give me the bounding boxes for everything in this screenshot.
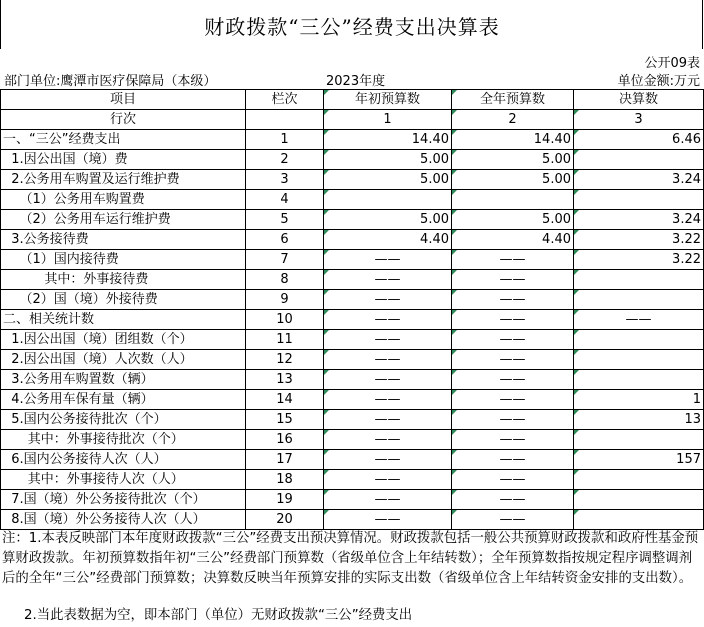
row-final: 3.22 xyxy=(574,250,704,270)
department-label: 部门单位:鹰潭市医疗保障局（本级） xyxy=(4,74,217,89)
row-budget-full: —— xyxy=(452,270,574,290)
header-budget-full: 全年预算数 xyxy=(452,90,574,110)
row-budget-initial: —— xyxy=(324,270,452,290)
row-budget-full: —— xyxy=(452,410,574,430)
row-final xyxy=(574,190,704,210)
row-budget-initial xyxy=(324,190,452,210)
table-row xyxy=(1,230,704,250)
row-item: 1.因公出国（境）团组数（个） xyxy=(1,330,246,350)
row-budget-full: —— xyxy=(452,250,574,270)
table-row xyxy=(1,490,704,510)
header-item: 项目 xyxy=(1,90,246,110)
row-budget-initial: 5.00 xyxy=(324,150,452,170)
header-final: 决算数 xyxy=(574,90,704,110)
table-row xyxy=(1,150,704,170)
table-row xyxy=(1,250,704,270)
table-row xyxy=(1,410,704,430)
row-budget-full: —— xyxy=(452,390,574,410)
column-index-row xyxy=(1,110,704,130)
row-line-no: 12 xyxy=(246,350,324,370)
row-final xyxy=(574,350,704,370)
row-final xyxy=(574,370,704,390)
row-item: 2.公务用车购置及运行维护费 xyxy=(1,170,246,190)
table-row xyxy=(1,450,704,470)
row-budget-full: —— xyxy=(452,290,574,310)
row-item: 二、相关统计数 xyxy=(1,310,246,330)
row-budget-full: —— xyxy=(452,350,574,370)
column-index-1: 1 xyxy=(324,110,452,130)
row-line-no: 19 xyxy=(246,490,324,510)
row-item: （1）国内接待费 xyxy=(1,250,246,270)
table-row xyxy=(1,270,704,290)
row-line-no: 11 xyxy=(246,330,324,350)
row-item: 3.公务用车购置数（辆） xyxy=(1,370,246,390)
row-item: 6.国内公务接待人次（人） xyxy=(1,450,246,470)
row-final: 1 xyxy=(574,390,704,410)
table-row xyxy=(1,210,704,230)
row-item: （1）公务用车购置费 xyxy=(1,190,246,210)
row-final: 157 xyxy=(574,450,704,470)
row-final xyxy=(574,510,704,530)
row-final xyxy=(574,490,704,510)
fiscal-year: 2023年度 xyxy=(326,74,386,89)
row-line-no: 9 xyxy=(246,290,324,310)
row-line-no: 10 xyxy=(246,310,324,330)
row-line-no: 4 xyxy=(246,190,324,210)
row-line-no: 13 xyxy=(246,370,324,390)
row-item: 8.国（境）外公务接待人次（人） xyxy=(1,510,246,530)
header-row xyxy=(1,90,704,110)
row-item: 其中：外事接待批次（个） xyxy=(1,430,246,450)
note-1: 注：1.本表反映部门本年度财政拨款“三公”经费支出预决算情况。财政拨款包括一般公共预算财政拨款和政府性基金预算财政拨款。年初预算数指年初“三公”经费部门预算数（省级单位含上年结转数）；全年预算数指按规定程序调整调剂后的全年“三公”经费部门预算数；决算数反映当年预算安排的实际支出数（省级单位含上年结转资金安排的支出数）。 xyxy=(2,531,699,586)
row-budget-initial: 14.40 xyxy=(324,130,452,150)
column-index-blank xyxy=(246,110,324,130)
row-item: 1.因公出国（境）费 xyxy=(1,150,246,170)
row-budget-full: —— xyxy=(452,370,574,390)
row-budget-full: 14.40 xyxy=(452,130,574,150)
row-budget-full: —— xyxy=(452,470,574,490)
row-line-no: 15 xyxy=(246,410,324,430)
row-final: 13 xyxy=(574,410,704,430)
row-item: 一、“三公”经费支出 xyxy=(1,130,246,150)
column-index-label: 行次 xyxy=(1,110,246,130)
column-index-3: 3 xyxy=(574,110,704,130)
row-budget-full xyxy=(452,190,574,210)
row-line-no: 3 xyxy=(246,170,324,190)
row-item: （2）公务用车运行维护费 xyxy=(1,210,246,230)
row-budget-initial: 4.40 xyxy=(324,230,452,250)
row-item: （2）国（境）外接待费 xyxy=(1,290,246,310)
row-budget-initial: —— xyxy=(324,290,452,310)
row-budget-full: 5.00 xyxy=(452,150,574,170)
row-final xyxy=(574,470,704,490)
table-row xyxy=(1,310,704,330)
row-budget-initial: —— xyxy=(324,410,452,430)
row-line-no: 14 xyxy=(246,390,324,410)
row-budget-initial: 5.00 xyxy=(324,170,452,190)
row-budget-full: —— xyxy=(452,430,574,450)
row-line-no: 16 xyxy=(246,430,324,450)
row-final: —— xyxy=(574,310,704,330)
table-row xyxy=(1,190,704,210)
row-item: 其中：外事接待人次（人） xyxy=(1,470,246,490)
row-item: 2.因公出国（境）人次数（人） xyxy=(1,350,246,370)
row-budget-initial: —— xyxy=(324,510,452,530)
row-budget-initial: —— xyxy=(324,430,452,450)
row-item: 7.国（境）外公务接待批次（个） xyxy=(1,490,246,510)
row-budget-full: —— xyxy=(452,510,574,530)
row-line-no: 7 xyxy=(246,250,324,270)
row-final xyxy=(574,290,704,310)
row-budget-initial: —— xyxy=(324,310,452,330)
row-final: 3.24 xyxy=(574,210,704,230)
row-line-no: 18 xyxy=(246,470,324,490)
table-row xyxy=(1,430,704,450)
row-item: 其中：外事接待费 xyxy=(1,270,246,290)
column-index-2: 2 xyxy=(452,110,574,130)
row-budget-full: —— xyxy=(452,450,574,470)
expense-table xyxy=(0,89,704,530)
row-budget-full: —— xyxy=(452,490,574,510)
row-budget-initial: —— xyxy=(324,470,452,490)
table-row xyxy=(1,170,704,190)
row-final: 6.46 xyxy=(574,130,704,150)
table-row xyxy=(1,510,704,530)
row-budget-full: 5.00 xyxy=(452,170,574,190)
row-budget-initial: —— xyxy=(324,350,452,370)
row-budget-initial: —— xyxy=(324,490,452,510)
row-final xyxy=(574,430,704,450)
form-code: 公开09表 xyxy=(644,56,700,71)
row-budget-initial: —— xyxy=(324,250,452,270)
header-budget-initial: 年初预算数 xyxy=(324,90,452,110)
row-budget-full: 4.40 xyxy=(452,230,574,250)
amount-unit: 单位金额:万元 xyxy=(617,74,700,89)
row-budget-full: 5.00 xyxy=(452,210,574,230)
table-row xyxy=(1,130,704,150)
table-row xyxy=(1,370,704,390)
row-line-no: 6 xyxy=(246,230,324,250)
row-budget-full: —— xyxy=(452,310,574,330)
row-line-no: 2 xyxy=(246,150,324,170)
row-line-no: 5 xyxy=(246,210,324,230)
row-item: 4.公务用车保有量（辆） xyxy=(1,390,246,410)
row-final xyxy=(574,270,704,290)
row-final: 3.22 xyxy=(574,230,704,250)
row-item: 3.公务接待费 xyxy=(1,230,246,250)
table-row xyxy=(1,470,704,490)
row-budget-initial: —— xyxy=(324,390,452,410)
page-title: 财政拨款“三公”经费支出决算表 xyxy=(204,15,500,39)
row-line-no: 1 xyxy=(246,130,324,150)
note-2: 2.当此表数据为空，即本部门（单位）无财政拨款“三公”经费支出 xyxy=(24,608,413,623)
row-budget-initial: —— xyxy=(324,370,452,390)
row-budget-initial: —— xyxy=(324,450,452,470)
row-budget-initial: 5.00 xyxy=(324,210,452,230)
table-row xyxy=(1,350,704,370)
row-line-no: 8 xyxy=(246,270,324,290)
row-final xyxy=(574,330,704,350)
table-row xyxy=(1,290,704,310)
row-final xyxy=(574,150,704,170)
row-line-no: 17 xyxy=(246,450,324,470)
row-line-no: 20 xyxy=(246,510,324,530)
row-budget-initial: —— xyxy=(324,330,452,350)
row-budget-full: —— xyxy=(452,330,574,350)
table-row xyxy=(1,390,704,410)
header-line-no: 栏次 xyxy=(246,90,324,110)
row-final: 3.24 xyxy=(574,170,704,190)
row-item: 5.国内公务接待批次（个） xyxy=(1,410,246,430)
table-row xyxy=(1,330,704,350)
